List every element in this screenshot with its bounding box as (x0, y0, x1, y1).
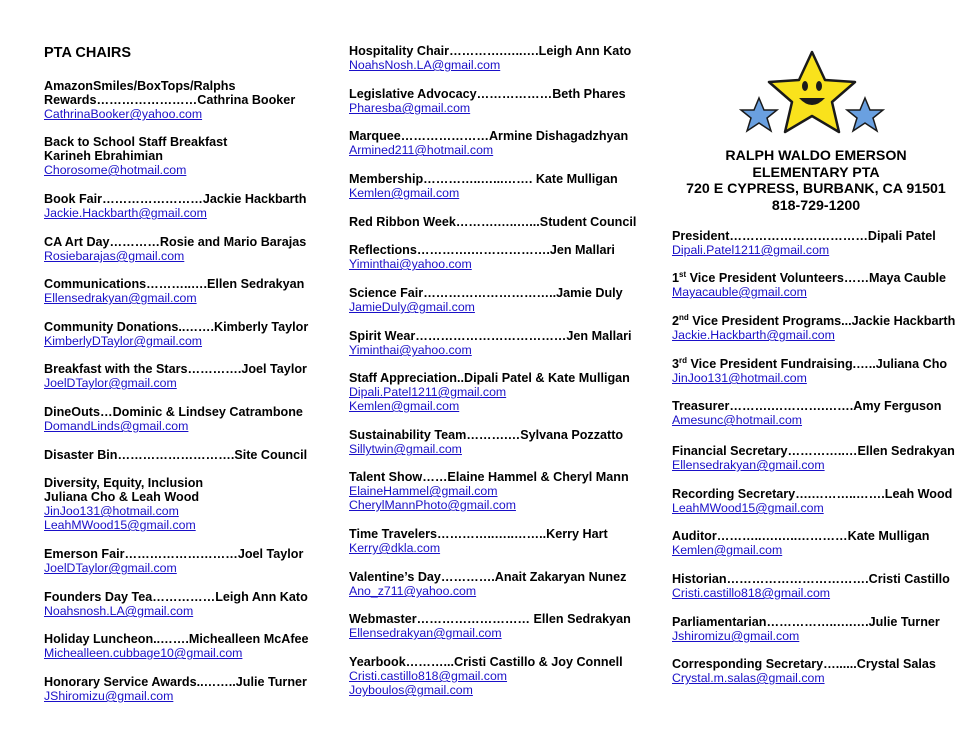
officer-entry (672, 615, 940, 643)
officer-title (672, 529, 929, 543)
email-link[interactable]: LeahMWood15@gmail.com (44, 518, 196, 532)
ordinal-number: 2 (672, 314, 680, 328)
ordinal-suffix: rd (679, 355, 688, 365)
email-link[interactable]: Kemlen@gmail.com (672, 543, 783, 557)
officer-entry (672, 229, 936, 257)
chair-entry (44, 79, 295, 121)
school-name-line1: RALPH WALDO EMERSON (725, 148, 907, 164)
email-link[interactable]: Crystal.m.salas@gmail.com (672, 671, 825, 685)
email-link[interactable]: JinJoo131@hotmail.com (672, 371, 807, 385)
email-link[interactable]: Cristi.castillo818@gmail.com (349, 669, 508, 683)
chair-title: Holiday Luncheon..…….Michealleen McAfee (44, 632, 309, 646)
email-link[interactable]: Amesunc@hotmail.com (672, 413, 803, 427)
officer-text: Auditor………..….…..…………Kate Mulligan (672, 529, 930, 543)
email-link[interactable]: Kerry@dkla.com (349, 541, 441, 555)
officer-text: Recording Secretary….………..…….Leah Wood (672, 487, 953, 501)
small-star-left-icon (741, 98, 777, 131)
chair-title: Webmaster……………………… Ellen Sedrakyan (349, 612, 631, 626)
officer-text: Historian…………………………….Cristi Castillo (672, 572, 950, 586)
school-phone: 818-729-1200 (771, 197, 861, 214)
email-link[interactable]: Ellensedrakyan@gmail.com (44, 291, 197, 305)
chair-entry (349, 371, 630, 413)
chair-entry (44, 135, 227, 177)
chair-title: Breakfast with the Stars………….Joel Taylor (44, 362, 307, 376)
chair-entry (44, 320, 308, 348)
chair-entry (44, 362, 307, 390)
chair-entry (349, 329, 631, 357)
email-link[interactable]: Ano_z711@yahoo.com (349, 584, 477, 598)
chair-entry (349, 172, 618, 200)
email-link[interactable]: CathrinaBooker@yahoo.com (44, 107, 203, 121)
email-link[interactable]: Yiminthai@yahoo.com (349, 257, 472, 271)
chair-entry (44, 448, 307, 462)
officer-entry (672, 271, 946, 299)
chair-title: CA Art Day…………Rosie and Mario Barajas (44, 235, 307, 249)
officer-entry (672, 657, 936, 685)
officer-entry (672, 444, 955, 472)
email-link[interactable]: Jackie.Hackbarth@gmail.com (672, 328, 835, 342)
chair-entry (44, 547, 303, 575)
email-link[interactable]: Rosiebarajas@gmail.com (44, 249, 185, 263)
ordinal-number: 1 (672, 271, 680, 285)
email-link[interactable]: CherylMannPhoto@gmail.com (349, 498, 516, 512)
chair-entry (349, 215, 636, 229)
chair-entry (349, 44, 631, 72)
chair-title: Legislative Advocacy………………Beth Phares (349, 87, 626, 101)
chair-title: Sustainability Team……….…Sylvana Pozzatto (349, 428, 624, 442)
school-name-line2: ELEMENTARY PTA (752, 164, 880, 181)
school-info (672, 148, 960, 214)
officer-text: Financial Secretary…………..…Ellen Sedrakyan (672, 444, 955, 458)
school-address: 720 E CYPRESS, BURBANK, CA 91501 (686, 181, 946, 197)
officer-entry (672, 572, 950, 600)
email-link[interactable]: LeahMWood15@gmail.com (672, 501, 824, 515)
chair-title: Community Donations..…….Kimberly Taylor (44, 320, 309, 334)
email-link[interactable]: JShiromizu@gmail.com (44, 689, 174, 703)
officer-entry (672, 357, 947, 385)
chair-entry (44, 590, 308, 618)
chair-entry (349, 243, 615, 271)
chair-title: Spirit Wear………………………………Jen Mallari (349, 329, 632, 343)
chair-title: Back to School Staff Breakfast (44, 135, 228, 149)
email-link[interactable]: Ellensedrakyan@gmail.com (349, 626, 502, 640)
email-link[interactable]: Ellensedrakyan@gmail.com (672, 458, 825, 472)
chair-title: Yearbook………...Cristi Castillo & Joy Connell (349, 655, 623, 669)
email-link[interactable]: Cristi.castillo818@gmail.com (672, 586, 831, 600)
email-link[interactable]: ElaineHammel@gmail.com (349, 484, 498, 498)
chair-entry (44, 476, 203, 532)
chair-title: Founders Day Tea……………Leigh Ann Kato (44, 590, 308, 604)
chair-title: Juliana Cho & Leah Wood (44, 490, 200, 504)
chair-title: Emerson Fair………………………Joel Taylor (44, 547, 304, 561)
email-link[interactable]: Michealleen.cubbage10@gmail.com (44, 646, 243, 660)
officer-title (672, 572, 950, 586)
chair-entry (44, 277, 304, 305)
chair-title: Disaster Bin……………………….Site Council (44, 448, 308, 462)
officer-entry (672, 529, 929, 557)
email-link[interactable]: Jshiromizu@gmail.com (672, 629, 800, 643)
email-link[interactable]: JoelDTaylor@gmail.com (44, 561, 177, 575)
officer-text: President……………………………Dipali Patel (672, 229, 936, 243)
chair-entry (349, 286, 623, 314)
email-link[interactable]: Armined211@hotmail.com (349, 143, 494, 157)
chair-entry (349, 428, 623, 456)
email-link[interactable]: JoelDTaylor@gmail.com (44, 376, 177, 390)
chair-title: Membership…………..…...……. Kate Mulligan (349, 172, 618, 186)
chair-title: Hospitality Chair………….…..….Leigh Ann Kato (349, 44, 632, 58)
email-link[interactable]: Kemlen@gmail.com (349, 186, 460, 200)
chair-entry (44, 632, 309, 660)
officer-title (672, 487, 952, 501)
chair-title: Karineh Ebrahimian (44, 149, 163, 163)
email-link[interactable]: DomandLinds@gmail.com (44, 419, 189, 433)
small-star-right-icon (847, 98, 883, 131)
email-link[interactable]: Kemlen@gmail.com (349, 399, 460, 413)
chair-title: Book Fair……………………Jackie Hackbarth (44, 192, 307, 206)
chair-title: Staff Appreciation..Dipali Patel & Kate Mulligan (349, 371, 630, 385)
officer-title (672, 229, 936, 243)
email-link[interactable]: Chorosome@hotmail.com (44, 163, 187, 177)
chair-entry (349, 470, 629, 512)
chair-title: Science Fair…………………………..Jamie Duly (349, 286, 623, 300)
ordinal-number: 3 (672, 357, 680, 371)
email-link[interactable]: Pharesba@gmail.com (349, 101, 471, 115)
star-logo-icon (737, 48, 887, 138)
officer-title (672, 271, 946, 285)
chair-entry (44, 192, 306, 220)
chair-title: Red Ribbon Week……….…..…...Student Council (349, 215, 637, 229)
chair-title: Valentine’s Day………….Anait Zakaryan Nunez (349, 570, 627, 584)
big-star-icon (769, 52, 855, 132)
chair-entry (349, 570, 626, 598)
officer-text: Vice President Volunteers……Maya Cauble (686, 271, 947, 285)
chair-entry (349, 655, 623, 697)
officer-title (672, 615, 940, 629)
pta-heading: PTA CHAIRS (44, 45, 131, 61)
chair-entry (44, 675, 307, 703)
officer-title (672, 399, 941, 413)
ordinal-suffix: st (679, 269, 687, 279)
chair-entry (44, 235, 306, 263)
chair-title: DineOuts…Dominic & Lindsey Catrambone (44, 405, 303, 419)
officer-title (672, 357, 947, 371)
officer-entry (672, 314, 955, 342)
chair-title: Communications………..….Ellen Sedrakyan (44, 277, 305, 291)
email-link[interactable]: KimberlyDTaylor@gmail.com (44, 334, 203, 348)
officer-title (672, 657, 936, 671)
email-link[interactable]: Sillytwin@gmail.com (349, 442, 462, 456)
email-link[interactable]: Jackie.Hackbarth@gmail.com (44, 206, 207, 220)
email-link[interactable]: NoahsNosh.LA@gmail.com (349, 58, 501, 72)
officer-entry (672, 487, 952, 515)
email-link[interactable]: Dipali.Patel1211@gmail.com (672, 243, 830, 257)
officer-text: Parliamentarian……………..….….Julie Turner (672, 615, 940, 629)
chair-title: AmazonSmiles/BoxTops/Ralphs (44, 79, 236, 93)
chair-title: Honorary Service Awards..……..Julie Turner (44, 675, 307, 689)
chair-title: Marquee…………………Armine Dishagadzhyan (349, 129, 629, 143)
officer-text: Treasurer……….………….…….Amy Ferguson (672, 399, 942, 413)
email-link[interactable]: Yiminthai@yahoo.com (349, 343, 472, 357)
chair-entry (349, 129, 628, 157)
chair-title: Reflections………….……………….Jen Mallari (349, 243, 615, 257)
chair-title: Talent Show……Elaine Hammel & Cheryl Mann (349, 470, 629, 484)
officer-text: Vice President Programs...Jackie Hackbarth (688, 314, 956, 328)
officer-title (672, 444, 955, 458)
email-link[interactable]: JinJoo131@hotmail.com (44, 504, 179, 518)
email-link[interactable]: Mayacauble@gmail.com (672, 285, 807, 299)
officer-entry (672, 399, 941, 427)
email-link[interactable]: Dipali.Patel1211@gmail.com (349, 385, 507, 399)
email-link[interactable]: Joyboulos@gmail.com (349, 683, 473, 697)
chair-entry (44, 405, 303, 433)
email-link[interactable]: JamieDuly@gmail.com (349, 300, 475, 314)
officer-text: Corresponding Secretary…......Crystal Salas (672, 657, 936, 671)
chair-title: Diversity, Equity, Inclusion (44, 476, 204, 490)
chair-entry (349, 612, 631, 640)
email-link[interactable]: Noahsnosh.LA@gmail.com (44, 604, 194, 618)
chair-title: Rewards……………………Cathrina Booker (44, 93, 296, 107)
chair-entry (349, 527, 608, 555)
chair-title: Time Travelers…………..…..……..Kerry Hart (349, 527, 608, 541)
chair-entry (349, 87, 626, 115)
ordinal-suffix: nd (679, 312, 689, 322)
officer-title (672, 314, 955, 328)
officer-text: Vice President Fundraising.…..Juliana Cho (687, 357, 948, 371)
